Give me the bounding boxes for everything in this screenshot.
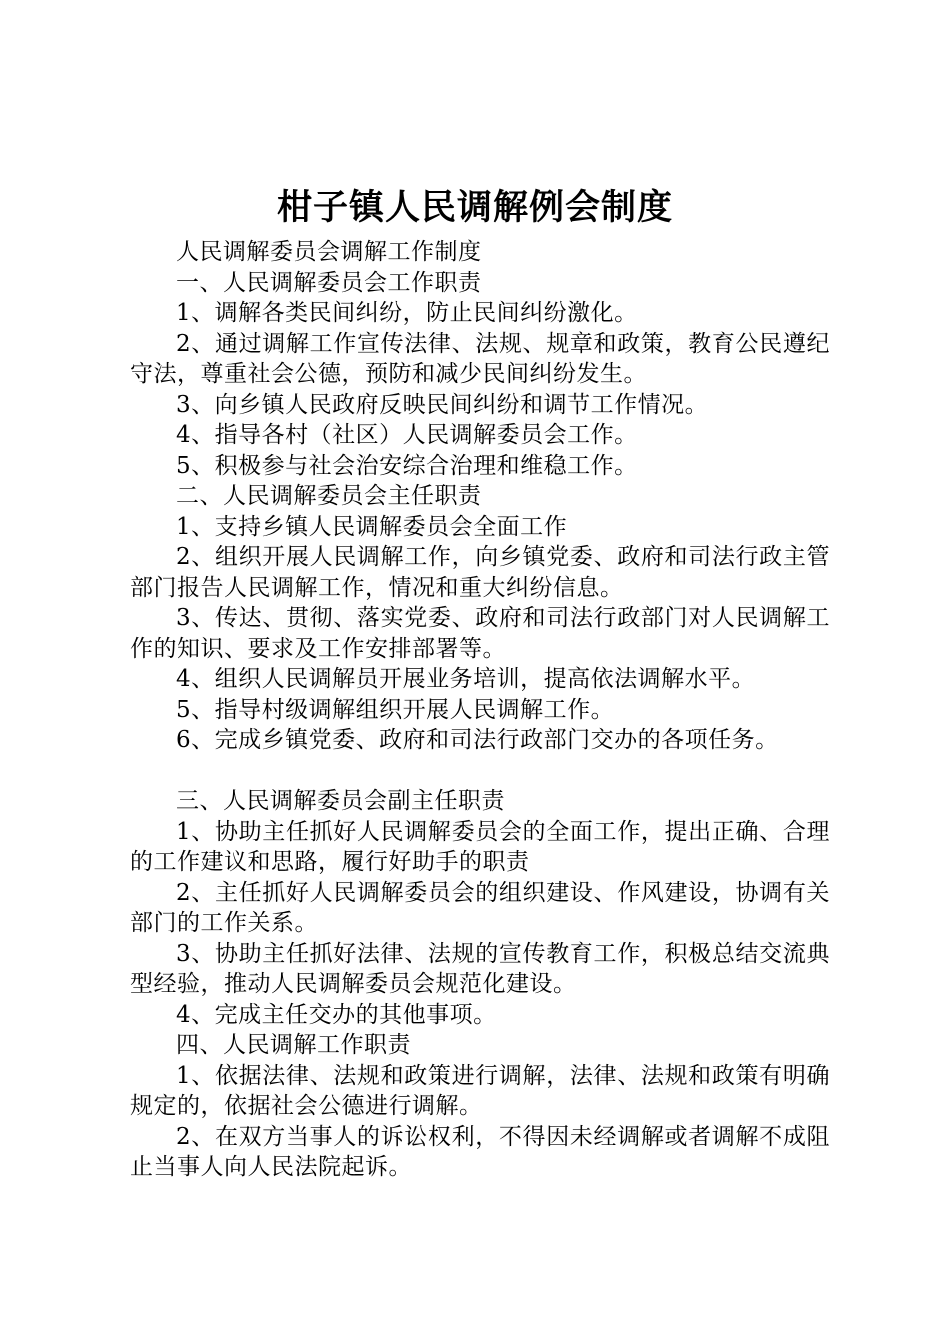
paragraph: 6、完成乡镇党委、政府和司法行政部门交办的各项任务。 [176, 727, 779, 753]
paragraph: 2、组织开展人民调解工作，向乡镇党委、政府和司法行政主管部门报告人民调解工作，情况和重大纠纷信息。 [130, 544, 830, 601]
paragraph: 5、积极参与社会治安综合治理和维稳工作。 [176, 452, 638, 479]
blank-line [130, 756, 830, 787]
paragraph: 3、传达、贯彻、落实党委、政府和司法行政部门对人民调解工作的知识、要求及工作安排部署等。 [130, 605, 830, 662]
document-body [130, 237, 830, 1183]
paragraph: 人民调解委员会调解工作制度 [176, 239, 482, 265]
paragraph: 2、主任抓好人民调解委员会的组织建设、作风建设，协调有关部门的工作关系。 [130, 879, 830, 936]
section-heading: 二、人民调解委员会主任职责 [176, 483, 482, 509]
paragraph: 4、组织人民调解员开展业务培训，提高依法调解水平。 [176, 666, 756, 692]
paragraph: 1、支持乡镇人民调解委员会全面工作 [176, 513, 568, 540]
paragraph: 3、协助主任抓好法律、法规的宣传教育工作，积极总结交流典型经验，推动人民调解委员会规范化建设。 [130, 940, 830, 997]
paragraph: 1、调解各类民间纠纷，防止民间纠纷激化。 [176, 300, 638, 326]
paragraph: 3、向乡镇人民政府反映民间纠纷和调节工作情况。 [176, 391, 709, 418]
section-heading: 四、人民调解工作职责 [176, 1032, 411, 1058]
document-title: 柑子镇人民调解例会制度 [276, 188, 673, 228]
paragraph: 5、指导村级调解组织开展人民调解工作。 [176, 696, 615, 723]
paragraph: 1、依据法律、法规和政策进行调解，法律、法规和政策有明确规定的，依据社会公德进行调解。 [130, 1062, 830, 1119]
paragraph: 4、完成主任交办的其他事项。 [176, 1001, 497, 1028]
paragraph: 2、通过调解工作宣传法律、法规、规章和政策，教育公民遵纪守法，尊重社会公德，预防和减少民间纠纷发生。 [130, 330, 830, 387]
section-heading: 三、人民调解委员会副主任职责 [176, 788, 505, 814]
paragraph: 4、指导各村（社区）人民调解委员会工作。 [176, 422, 638, 448]
section-heading: 一、人民调解委员会工作职责 [176, 269, 482, 296]
paragraph: 1、协助主任抓好人民调解委员会的全面工作，提出正确、合理的工作建议和思路，履行好助手的职责 [130, 818, 830, 875]
paragraph: 2、在双方当事人的诉讼权利，不得因未经调解或者调解不成阻止当事人向人民法院起诉。 [130, 1123, 830, 1180]
